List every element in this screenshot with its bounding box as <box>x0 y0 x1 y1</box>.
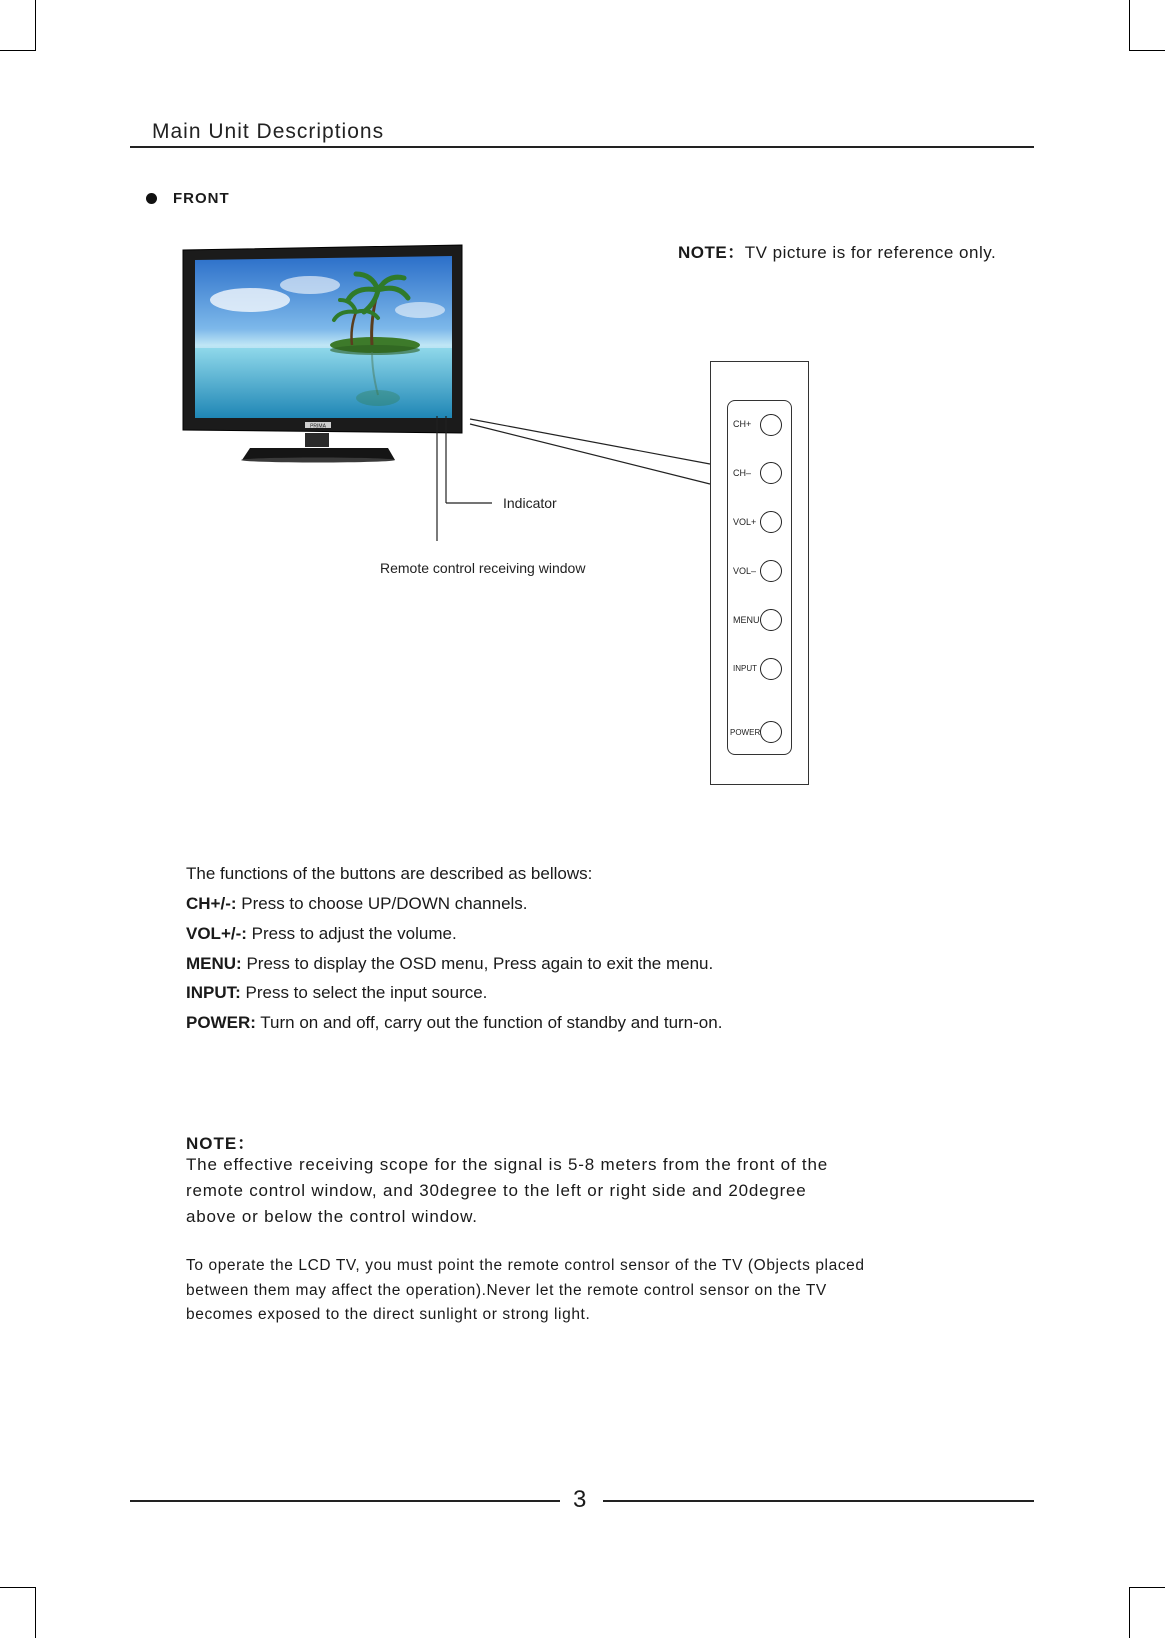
ch-plus-button-icon <box>760 414 782 436</box>
ch-minus-label: CH– <box>733 468 752 478</box>
remote-window-label: Remote control receiving window <box>380 560 586 576</box>
function-power <box>186 1013 722 1033</box>
power-button-icon <box>760 721 782 743</box>
power-label: POWER <box>730 728 761 737</box>
front-label: FRONT <box>173 190 230 207</box>
tv-logo: PRIMA <box>310 423 326 430</box>
functions-intro: The functions of the buttons are described as bellows: <box>186 864 593 883</box>
note-paragraph-range: The effective receiving scope for the signal is 5-8 meters from the front of the remote control window, and 30degree to the left or right side and 20degree above or below the control window. <box>186 1155 828 1226</box>
function-menu <box>186 954 713 974</box>
crop-mark-bottom-right <box>1129 1587 1165 1638</box>
function-input-key: INPUT: <box>186 983 241 1002</box>
button-strip <box>727 400 792 755</box>
function-input-text: Press to select the input source. <box>240 983 488 1002</box>
figure-note-label: NOTE： <box>678 243 745 262</box>
function-input <box>186 983 487 1003</box>
note-paragraph-operation: To operate the LCD TV, you must point the remote control sensor of the TV (Objects placed between them may affect the operation).Never let the remote control sensor on the TV becomes exposed to the direct sunlight or strong light. <box>186 1257 865 1323</box>
page-title: Main Unit Descriptions <box>152 120 385 143</box>
function-menu-key: MENU: <box>186 954 242 973</box>
page-number: 3 <box>573 1486 587 1513</box>
input-button-icon <box>760 658 782 680</box>
vol-minus-button-icon <box>760 560 782 582</box>
indicator-label: Indicator <box>503 495 557 511</box>
figure-note-text: TV picture is for reference only. <box>744 243 997 262</box>
function-ch-text: Press to choose UP/DOWN channels. <box>236 894 528 913</box>
panel-zoom-lines <box>470 419 710 484</box>
function-power-key: POWER: <box>186 1013 256 1032</box>
note-heading: NOTE： <box>186 1134 256 1153</box>
input-label: INPUT <box>733 664 757 673</box>
function-menu-text: Press to display the OSD menu, Press again to exit the menu. <box>241 954 714 973</box>
crop-mark-bottom-left <box>0 1587 36 1638</box>
ch-plus-label: CH+ <box>733 419 752 429</box>
menu-button-icon <box>760 609 782 631</box>
footer-rule-left <box>130 1500 560 1502</box>
vol-plus-button-icon <box>760 511 782 533</box>
ch-minus-button-icon <box>760 462 782 484</box>
vol-plus-label: VOL+ <box>733 517 757 527</box>
function-vol-text: Press to adjust the volume. <box>246 924 457 943</box>
vol-minus-label: VOL– <box>733 566 757 576</box>
function-vol-key: VOL+/-: <box>186 924 247 943</box>
function-vol <box>186 924 457 944</box>
tv-image <box>183 245 462 463</box>
function-ch <box>186 894 528 914</box>
function-power-text: Turn on and off, carry out the function of standby and turn-on. <box>255 1013 723 1032</box>
footer-rule-right <box>603 1500 1034 1502</box>
menu-label: MENU <box>733 615 760 625</box>
function-ch-key: CH+/-: <box>186 894 237 913</box>
